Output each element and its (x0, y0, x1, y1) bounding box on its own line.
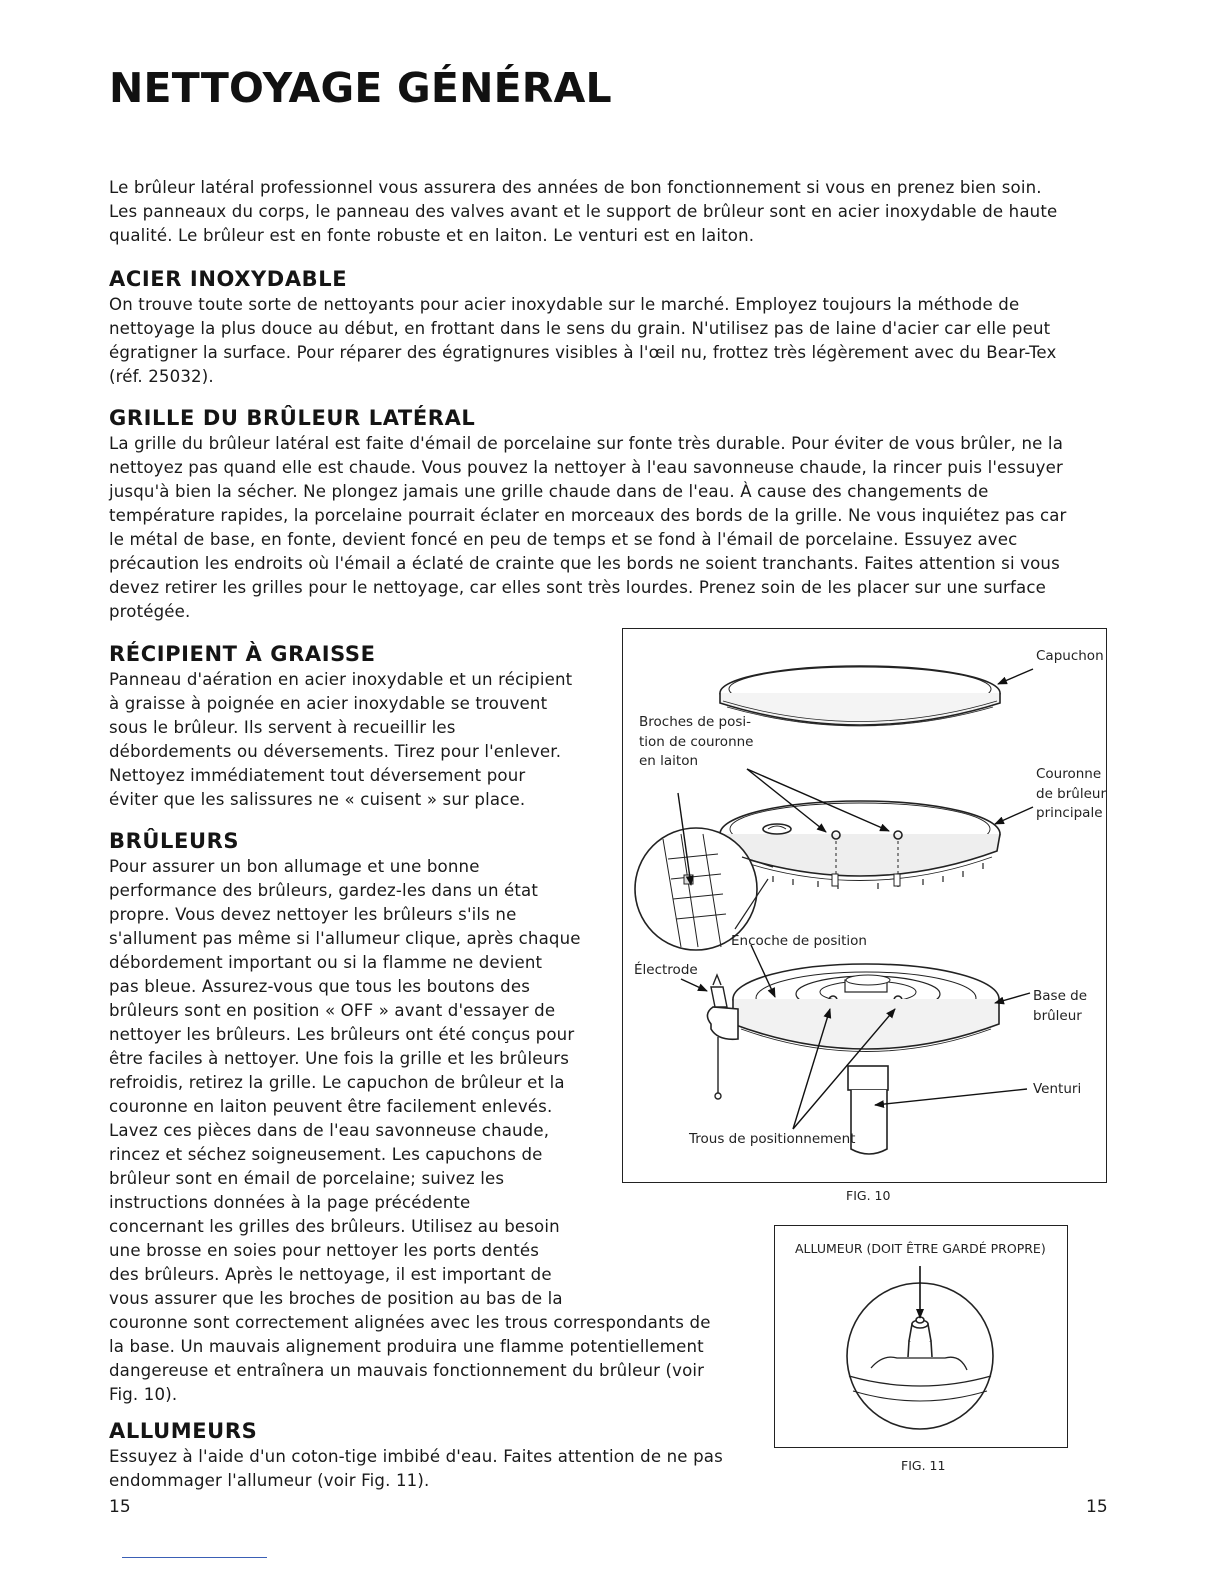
text-line: température rapides, la porcelaine pourrait éclater en morceaux des bords de la grille. Ne vous inquiétez pas car (109, 506, 1067, 525)
figure-10-box (622, 628, 1107, 1183)
text-line: devez retirer les grilles pour le nettoyage, car elles sont très lourdes. Prenez soin de les placer sur une surface (109, 578, 1046, 597)
text-line: s'allument pas même si l'allumeur clique, après chaque (109, 929, 581, 948)
burner-cap-drawing (720, 666, 1000, 726)
label-venturi: Venturi (1033, 1081, 1082, 1097)
text-line: performance des brûleurs, gardez-les dans un état (109, 881, 539, 900)
text-line: La grille du brûleur latéral est faite d'émail de porcelaine sur fonte très durable. Pour éviter de vous brûler, ne la (109, 434, 1064, 453)
text-line: brûleurs sont en position « OFF » avant d'essayer de (109, 1001, 556, 1020)
label-line: en laiton (639, 753, 699, 769)
text-line: protégée. (109, 602, 191, 621)
label-line: brûleur (1033, 1007, 1082, 1024)
label-line: principale (1036, 805, 1103, 821)
label-line: de brûleur (1036, 785, 1107, 802)
text-line: égratigner la surface. Pour réparer des égratignures visibles à l'œil nu, frottez très légèrement avec du Bear-Tex (109, 343, 1057, 362)
text-line: jusqu'à bien la sécher. Ne plongez jamais une grille chaude dans de l'eau. À cause des changements de (109, 482, 989, 501)
footer-divider (122, 1557, 267, 1558)
burner-crown-drawing (720, 801, 1000, 889)
text-line: nettoyer les brûleurs. Les brûleurs ont été conçus pour (109, 1025, 575, 1044)
fig10-caption: FIG. 10 (846, 1188, 891, 1203)
heading-allumeurs: ALLUMEURS (109, 1419, 258, 1443)
fig11-caption: FIG. 11 (901, 1458, 946, 1473)
paragraph-grille (109, 432, 1067, 624)
text-line: concernant les grilles des brûleurs. Utilisez au besoin (109, 1217, 560, 1236)
label-line: Broches de posi- (639, 714, 752, 730)
text-line: Essuyez à l'aide d'un coton-tige imbibé d'eau. Faites attention de ne pas (109, 1447, 723, 1466)
label-broches (639, 713, 754, 772)
label-allumeur: ALLUMEUR (DOIT ÊTRE GARDÉ PROPRE) (795, 1241, 1046, 1256)
heading-grille: GRILLE DU BRÛLEUR LATÉRAL (109, 406, 476, 430)
text-line: (réf. 25032). (109, 367, 214, 386)
text-line: endommager l'allumeur (voir Fig. 11). (109, 1471, 430, 1490)
label-electrode: Électrode (634, 962, 698, 978)
text-line: le métal de base, en fonte, devient foncé en peu de temps et se fond à l'émail de porcelaine. Essuyez avec (109, 530, 1018, 549)
heading-acier-inoxydable: ACIER INOXYDABLE (109, 267, 348, 291)
text-line: à graisse à poignée en acier inoxydable se trouvent (109, 694, 548, 713)
text-line: la base. Un mauvais alignement produira une flamme potentiellement (109, 1337, 704, 1356)
text-line: Fig. 10). (109, 1385, 178, 1404)
text-line: pas bleue. Assurez-vous que tous les boutons des (109, 977, 530, 996)
intro-paragraph (109, 176, 1057, 248)
page-number-right: 15 (1086, 1497, 1108, 1517)
text-line: instructions données à la page précédente (109, 1193, 471, 1212)
label-base (1033, 987, 1087, 1026)
page-title: NETTOYAGE GÉNÉRAL (109, 64, 612, 112)
text-line: Lavez ces pièces dans de l'eau savonneuse chaude, (109, 1121, 550, 1140)
text-line: Pour assurer un bon allumage et une bonne (109, 857, 480, 876)
text-line: être faciles à nettoyer. Une fois la grille et les brûleurs (109, 1049, 569, 1068)
text-line: des brûleurs. Après le nettoyage, il est important de (109, 1265, 552, 1284)
text-line: propre. Vous devez nettoyer les brûleurs s'ils ne (109, 905, 517, 924)
text-line: rincez et séchez soigneusement. Les capuchons de (109, 1145, 543, 1164)
text-line: précaution les endroits où l'émail a éclaté de crainte que les bords ne soient tranchants. Faites attention si vous (109, 554, 1060, 573)
intro-line: qualité. Le brûleur est en fonte robuste et en laiton. Le venturi est en laiton. (109, 226, 755, 245)
text-line: une brosse en soies pour nettoyer les ports dentés (109, 1241, 540, 1260)
intro-line: Le brûleur latéral professionnel vous assurera des années de bon fonctionnement si vous en prenez bien soin. (109, 178, 1042, 197)
label-couronne (1036, 765, 1107, 824)
text-line: couronne sont correctement alignées avec les trous correspondants de (109, 1313, 711, 1332)
text-line: nettoyez pas quand elle est chaude. Vous pouvez la nettoyer à l'eau savonneuse chaude, la rincer puis l'essuyer (109, 458, 1063, 477)
label-trous: Trous de positionnement (689, 1131, 856, 1147)
text-line: nettoyage la plus douce au début, en frottant dans le sens du grain. N'utilisez pas de laine d'acier car elle peut (109, 319, 1051, 338)
text-line: sous le brûleur. Ils servent à recueillir les (109, 718, 456, 737)
text-line: débordement important ou si la flamme ne devient (109, 953, 543, 972)
text-line: Panneau d'aération en acier inoxydable et un récipient (109, 670, 573, 689)
text-line: On trouve toute sorte de nettoyants pour acier inoxydable sur le marché. Employez toujours la méthode de (109, 295, 1020, 314)
paragraph-bruleurs (109, 855, 711, 1407)
paragraph-acier-inoxydable (109, 293, 1056, 389)
text-line: Nettoyez immédiatement tout déversement pour (109, 766, 526, 785)
igniter-diagram (775, 1226, 1067, 1447)
paragraph-recipient (109, 668, 572, 812)
heading-bruleurs: BRÛLEURS (109, 829, 240, 853)
intro-line: Les panneaux du corps, le panneau des valves avant et le support de brûleur sont en acier inoxydable de haute (109, 202, 1058, 221)
label-capuchon: Capuchon (1036, 648, 1104, 664)
label-line: Base de (1033, 988, 1088, 1004)
text-line: débordements ou déversements. Tirez pour l'enlever. (109, 742, 562, 761)
text-line: refroidis, retirez la grille. Le capuchon de brûleur et la (109, 1073, 565, 1092)
text-line: dangereuse et entraînera un mauvais fonctionnement du brûleur (voir (109, 1361, 705, 1380)
label-line: tion de couronne (639, 733, 754, 750)
page-number-left: 15 (109, 1497, 131, 1517)
paragraph-allumeurs (109, 1445, 723, 1493)
label-encoche: Encoche de position (731, 933, 867, 949)
figure-11-box (774, 1225, 1068, 1448)
igniter-drawing (847, 1266, 993, 1429)
text-line: brûleur sont en émail de porcelaine; suivez les (109, 1169, 505, 1188)
text-line: éviter que les salissures ne « cuisent » sur place. (109, 790, 526, 809)
heading-recipient: RÉCIPIENT À GRAISSE (109, 642, 376, 666)
text-line: couronne en laiton peuvent être facilement enlevés. (109, 1097, 553, 1116)
label-line: Couronne (1036, 766, 1102, 782)
text-line: vous assurer que les broches de position au bas de la (109, 1289, 563, 1308)
